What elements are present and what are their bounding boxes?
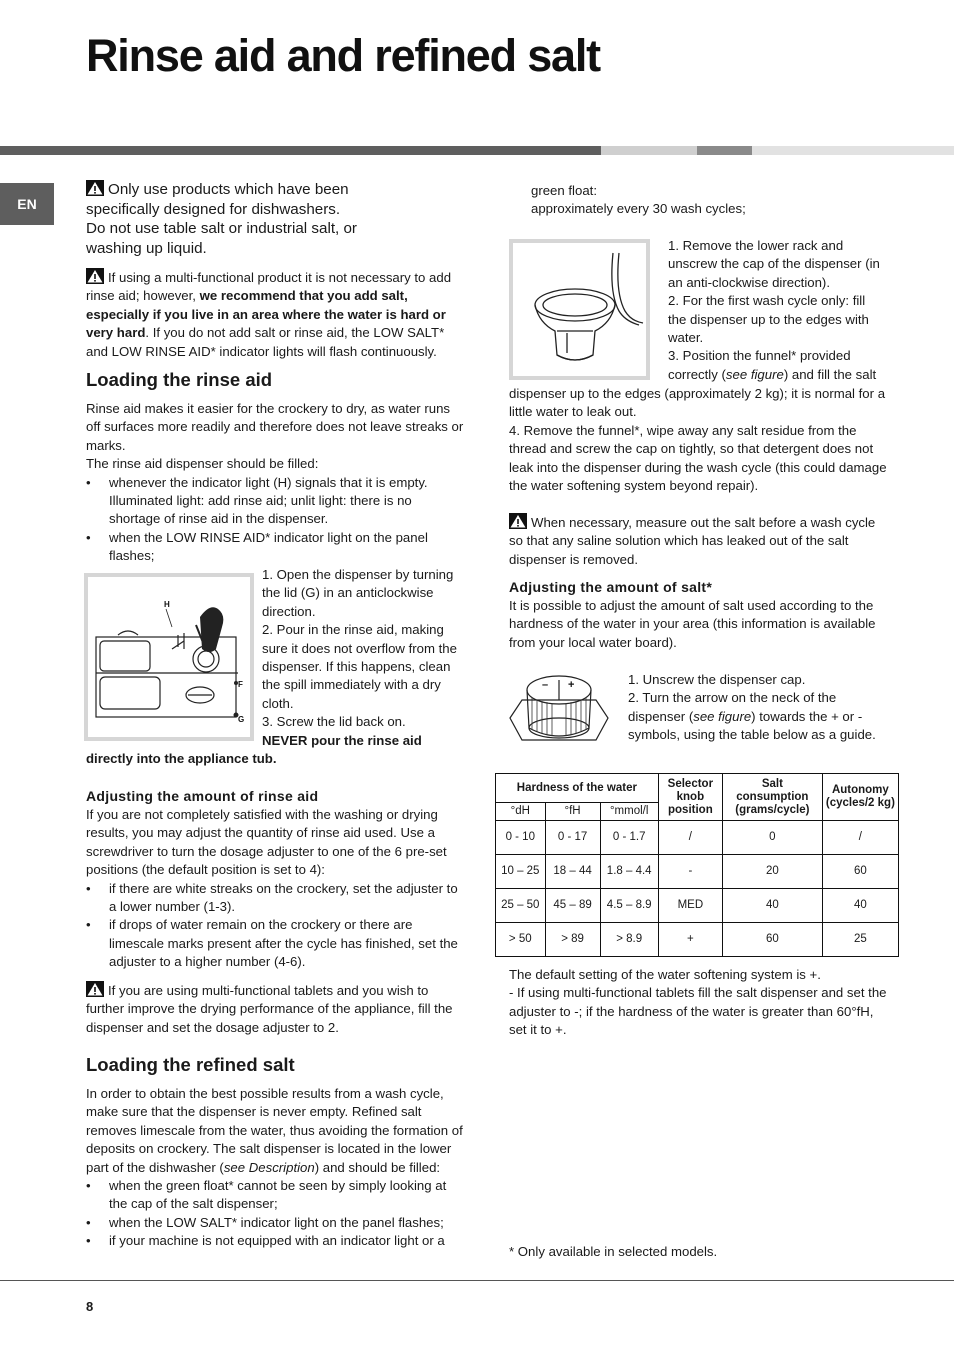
salt-step-4: 4. Remove the funnel*, wipe away any salt residue from the thread and screw the cap on tightly, so that detergent does not leak into the dispenser during the wash cycle (this could damage the water softening system beyond repair).	[509, 422, 887, 494]
tablet-warning-text: If you are using multi-functional tablets and you wish to further improve the drying performance of the appliance, fill the dispenser and set the dosage adjuster to 2.	[86, 983, 453, 1035]
footer-divider	[0, 1280, 954, 1281]
table-cell: > 50	[496, 923, 546, 957]
warning2-pre: If using a multi-functional product it is not necessary to add rinse aid; however,	[86, 270, 452, 304]
salt-bullets	[86, 1177, 464, 1251]
cap-plus-symbol: +	[568, 679, 575, 691]
table-cell: 60	[822, 855, 898, 889]
table-cell: /	[658, 821, 722, 855]
salt-continued	[531, 182, 891, 219]
salt-adjust-step-2-pre: 2. Turn the arrow on the neck of the dispenser (	[628, 690, 837, 724]
rinse-never-a: NEVER pour the rinse aid	[262, 732, 422, 748]
rinse-aid-dispenser-figure	[84, 573, 254, 741]
salt-step-2: 2. For the first wash cycle only: fill the dispenser up to the edges with water.	[668, 293, 869, 346]
warning-icon	[509, 513, 527, 529]
salt-cap-drawing	[506, 668, 612, 764]
salt-adjust-step-2-em: see figure	[693, 708, 752, 724]
salt-heading: Loading the refined salt	[86, 1054, 295, 1075]
rinse-adjust-text: If you are not completely satisfied with the washing or drying results, you may adjust the quantity of rinse aid used. Use a screwdriver to turn the dosage adjuster to one of the 6 pre-set positions (the default position is set to 4):	[86, 807, 447, 878]
table-cell: 45 – 89	[545, 889, 600, 923]
table-header-consumption: Salt consumption (grams/cycle)	[722, 774, 822, 821]
rinse-step-3: 3. Screw the lid back on.	[262, 714, 406, 730]
list-item: • when the LOW SALT* indicator light on the panel flashes;	[86, 1214, 464, 1232]
salt-adjust-step-2	[628, 689, 890, 744]
salt-step-3-em: see figure	[725, 366, 784, 382]
table-cell: -	[658, 855, 722, 889]
table-cell: 40	[822, 889, 898, 923]
rinse-heading: Loading the rinse aid	[86, 369, 273, 390]
rinse-intro-block	[86, 400, 464, 566]
page-number: 8	[86, 1299, 94, 1314]
table-cell: 18 – 44	[545, 855, 600, 889]
salt-cont-b: approximately every 30 wash cycles;	[531, 201, 746, 217]
tablets-note: - If using multi-functional tablets fill the salt dispenser and set the adjuster to -; if the hardness of the water is greater than 60°fH, set it to +.	[509, 985, 887, 1038]
salt-funnel-figure	[509, 239, 650, 380]
table-cell: 0 - 1.7	[600, 821, 658, 855]
water-hardness-table	[495, 773, 899, 957]
warning-icon	[86, 981, 104, 997]
salt-intro-block	[86, 1085, 464, 1251]
salt-funnel-drawing	[513, 243, 646, 376]
table-cell: 20	[722, 855, 822, 889]
table-cell: 25	[822, 923, 898, 957]
tablet-warning	[86, 981, 460, 1037]
rinse-intro: Rinse aid makes it easier for the crockery to dry, as water runs off surfaces more readily and therefore does not leave streaks or marks.	[86, 401, 464, 453]
header-bar-light	[601, 146, 697, 155]
warning-icon	[86, 268, 104, 284]
salt-adjust-steps	[628, 671, 890, 745]
warning-icon	[86, 180, 104, 196]
table-subheader-dh: °dH	[496, 803, 546, 821]
softener-notes	[509, 966, 887, 1040]
warning-products-line2: Do not use table salt or industrial salt, or washing up liquid.	[86, 220, 357, 257]
rinse-adjust-block	[86, 806, 464, 972]
page-title: Rinse aid and refined salt	[86, 30, 600, 81]
salt-intro	[86, 1085, 464, 1177]
table-cell: 0	[722, 821, 822, 855]
table-cell: +	[658, 923, 722, 957]
salt-cont-a: green float:	[531, 183, 597, 198]
rinse-never-b-text: directly into the appliance tub.	[86, 751, 277, 766]
table-subheader-mmol: °mmol/l	[600, 803, 658, 821]
table-cell: 0 - 17	[545, 821, 600, 855]
warning2-post: . If you do not add salt or rinse aid, the LOW SALT* and LOW RINSE AID* indicator lights will flash continuously.	[86, 325, 445, 359]
footnote: * Only available in selected models.	[509, 1244, 718, 1259]
rinse-step-2: 2. Pour in the rinse aid, making sure it does not overflow from the dispenser. If this happens, clean the spill immediately with a dry cloth.	[262, 622, 457, 711]
table-cell: > 8.9	[600, 923, 658, 957]
language-tab: EN	[0, 183, 54, 225]
cap-minus-symbol: –	[542, 679, 549, 691]
salt-intro-pre: In order to obtain the best possible results from a wash cycle, make sure that the dispenser is never empty. Refined salt removes limescale from the water, thus avoiding the formation of deposits on crockery. The salt dispenser is located in the lower part of the dishwasher (	[86, 1086, 463, 1175]
salt-step-3	[668, 347, 886, 384]
table-row	[496, 923, 899, 957]
table-cell: 60	[722, 923, 822, 957]
salt-steps-1-3	[668, 237, 886, 384]
list-item: • if there are white streaks on the crockery, set the adjuster to a lower number (1-3).	[86, 880, 464, 917]
salt-adjust-step-1: 1. Unscrew the dispenser cap.	[628, 672, 806, 687]
header-bar-light-end	[752, 146, 954, 155]
table-subheader-fh: °fH	[545, 803, 600, 821]
measure-warning	[509, 513, 885, 569]
rinse-adjust-heading: Adjusting the amount of rinse aid	[86, 788, 319, 804]
list-item: • if your machine is not equipped with an indicator light or a	[86, 1232, 464, 1250]
table-cell: 4.5 – 8.9	[600, 889, 658, 923]
table-header-autonomy: Autonomy (cycles/2 kg)	[822, 774, 898, 821]
list-item: • when the green float* cannot be seen by simply looking at the cap of the salt dispenser;	[86, 1177, 464, 1214]
list-item: • when the LOW RINSE AID* indicator light on the panel flashes;	[86, 529, 464, 566]
salt-steps-cont	[509, 385, 887, 495]
salt-adjust-heading: Adjusting the amount of salt*	[509, 579, 713, 595]
table-row	[496, 855, 899, 889]
salt-adjust-text: It is possible to adjust the amount of salt used according to the hardness of the water in your area (this information is available from your local water board).	[509, 598, 876, 650]
table-cell: 0 - 10	[496, 821, 546, 855]
fig-label-f: F	[238, 680, 243, 689]
rinse-bullets	[86, 474, 464, 566]
salt-intro-em: see Description	[223, 1159, 315, 1175]
table-cell: /	[822, 821, 898, 855]
rinse-adjust-bullets	[86, 880, 464, 972]
rinse-steps	[262, 566, 466, 750]
salt-step-3-cont: dispenser up to the edges (approximately 2 kg); it is normal for a little water to leak out.	[509, 386, 886, 420]
salt-step-3-post: ) and fill the salt	[783, 366, 877, 382]
table-cell: 25 – 50	[496, 889, 546, 923]
list-item: • if drops of water remain on the crockery or there are limescale marks present after the cycle has finished, set the adjuster to a higher number (4-6).	[86, 916, 464, 971]
salt-step-3-pre: 3. Position the funnel* provided correctly (	[668, 348, 851, 382]
table-header-selector: Selector knob position	[658, 774, 722, 821]
header-bar-dark	[0, 146, 601, 155]
rinse-fill-when: The rinse aid dispenser should be filled:	[86, 456, 319, 472]
fig-label-g: G	[238, 715, 245, 724]
table-cell: 40	[722, 889, 822, 923]
warning-products	[86, 180, 406, 258]
fig-label-h: H	[164, 600, 170, 609]
salt-intro-post: ) and should be filled:	[314, 1159, 441, 1175]
salt-cap-figure	[506, 668, 612, 764]
default-setting: The default setting of the water softening system is +.	[509, 967, 821, 982]
rinse-never-b	[86, 750, 466, 768]
measure-warning-text: When necessary, measure out the salt before a wash cycle so that any saline solution which has leaked out of the salt dispenser is removed.	[509, 515, 876, 567]
rinse-step-1: 1. Open the dispenser by turning the lid (G) in an anticlockwise direction.	[262, 567, 454, 619]
rinse-aid-dispenser-drawing	[88, 577, 250, 737]
warning-products-line1: Only use products which have been specifically designed for dishwashers.	[86, 181, 349, 218]
warning2-bold: we recommend that you add salt, especially if you live in an area where the water is hard or very hard	[86, 288, 446, 341]
table-row	[496, 821, 899, 855]
table-cell: 1.8 – 4.4	[600, 855, 658, 889]
table-cell: MED	[658, 889, 722, 923]
table-cell: 10 – 25	[496, 855, 546, 889]
table-header-hardness: Hardness of the water	[496, 774, 659, 803]
header-bar-mid	[697, 146, 752, 155]
list-item: • whenever the indicator light (H) signals that it is empty. Illuminated light: add rinse aid; unlit light: there is no shortage of rinse aid in the dispenser.	[86, 474, 464, 529]
salt-adjust-step-2-post: ) towards the + or - symbols, using the table below as a guide.	[628, 708, 876, 743]
salt-step-1: 1. Remove the lower rack and unscrew the cap of the dispenser (in an anti-clockwise direction).	[668, 238, 880, 290]
table-cell: > 89	[545, 923, 600, 957]
table-row	[496, 889, 899, 923]
warning-multifunctional	[86, 268, 460, 361]
